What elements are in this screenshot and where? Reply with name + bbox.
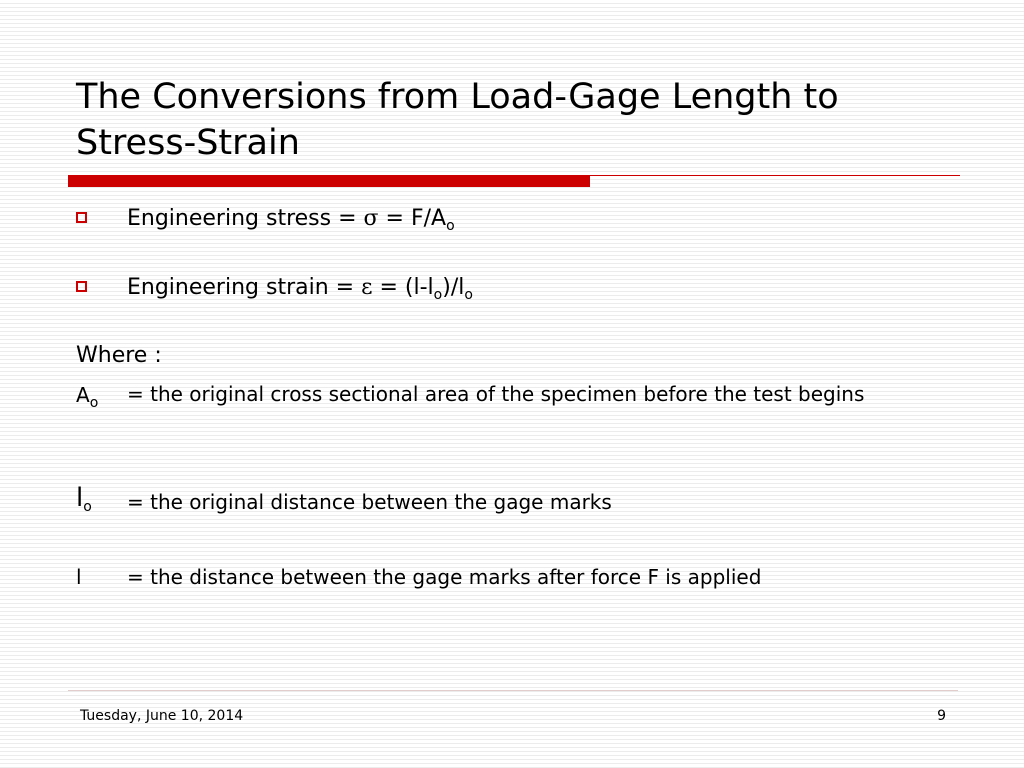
subscript: o [433, 287, 443, 303]
term-symbol: l [76, 483, 84, 513]
slide-title [76, 74, 976, 166]
bullet-text-middle: = F/A [378, 206, 447, 231]
term-symbol: l [76, 565, 82, 589]
definition-term-area [76, 381, 98, 409]
bullet-text-middle: = (l-l [372, 275, 434, 300]
where-label: Where : [76, 343, 162, 368]
epsilon-symbol: ε [361, 275, 373, 300]
subscript: o [464, 287, 473, 303]
bullet-text-prefix: Engineering stress = [127, 206, 364, 231]
definition-description-original-length: = the original distance between the gage marks [127, 490, 612, 514]
slide-title-line-2: Stress-Strain [76, 123, 300, 163]
slide-title-line-1: The Conversions from Load-Gage Length to [76, 77, 839, 117]
definition-term-original-length [76, 483, 92, 515]
slide-number: 9 [937, 708, 946, 724]
footer-date: Tuesday, June 10, 2014 [80, 708, 244, 724]
square-bullet-icon [76, 281, 87, 292]
term-subscript: o [83, 499, 92, 515]
bullet-text-middle-2: )/l [442, 275, 465, 300]
square-bullet-icon [76, 212, 87, 223]
definition-term-length [76, 563, 82, 591]
title-underline-thick [68, 175, 590, 187]
term-subscript: o [89, 395, 99, 411]
bullet-text [127, 205, 455, 233]
bullet-text [127, 274, 473, 302]
bullet-text-prefix: Engineering strain = [127, 275, 362, 300]
title-underline-thin [590, 175, 960, 176]
definition-description-area: = the original cross sectional area of the specimen before the test begins [127, 382, 865, 406]
definition-description-length: = the distance between the gage marks after force F is applied [127, 565, 762, 589]
footer-divider [68, 690, 958, 691]
term-symbol: A [76, 383, 90, 407]
subscript: o [446, 218, 455, 234]
sigma-symbol: σ [363, 206, 379, 231]
